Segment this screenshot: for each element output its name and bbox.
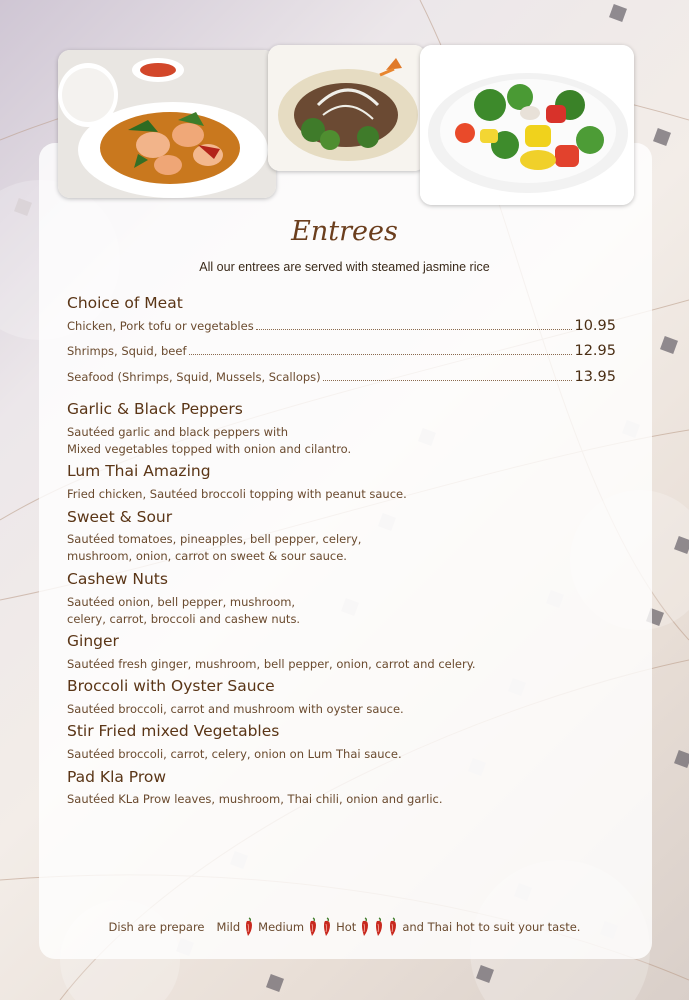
chili-pepper-icon [388, 917, 398, 937]
dish-description [67, 746, 402, 763]
dish-description-line: celery, carrot, broccoli and cashew nuts. [67, 612, 301, 626]
dish-description-line: Sautéed broccoli, carrot and mushroom with oyster sauce. [67, 702, 404, 716]
dish-name: Ginger [67, 632, 119, 650]
menu-subtitle: All our entrees are served with steamed jasmine rice [199, 260, 490, 274]
dish-name: Lum Thai Amazing [67, 462, 211, 480]
chili-pepper-icon [308, 917, 318, 937]
dot-leader [256, 329, 573, 330]
spice-intro: Dish are prepare [108, 920, 205, 934]
dish-description-line: Fried chicken, Sautéed broccoli topping with peanut sauce. [67, 487, 407, 501]
chili-pepper-icon [360, 917, 370, 937]
spice-level-note [0, 917, 689, 937]
chili-pepper-icon [244, 917, 254, 937]
dish-name: Cashew Nuts [67, 570, 168, 588]
price-row-price: 13.95 [574, 369, 616, 385]
dish-description-line: Sautéed broccoli, carrot, celery, onion on Lum Thai sauce. [67, 747, 402, 761]
dish-name: Pad Kla Prow [67, 768, 167, 786]
vegetable-dish-illustration [420, 45, 634, 205]
dish-description [67, 486, 407, 503]
price-row-item: Chicken, Pork tofu or vegetables [67, 319, 254, 333]
chili-pepper-icon [374, 917, 384, 937]
chili-pepper-icon [322, 917, 332, 937]
price-row [67, 318, 616, 334]
dish-description-line: Sautéed KLa Prow leaves, mushroom, Thai chili, onion and garlic. [67, 792, 443, 806]
dish-description-line: Mixed vegetables topped with onion and cilantro. [67, 442, 352, 456]
dish-description-line: mushroom, onion, carrot on sweet & sour sauce. [67, 549, 347, 563]
dish-description [67, 701, 404, 718]
dish-description [67, 424, 351, 458]
dish-description [67, 531, 361, 565]
dish-description-line: Sautéed garlic and black peppers with [67, 425, 288, 439]
dish-description-line: Sautéed fresh ginger, mushroom, bell pepper, onion, carrot and celery. [67, 657, 476, 671]
choice-of-meat-heading: Choice of Meat [67, 294, 183, 312]
dish-description-line: Sautéed onion, bell pepper, mushroom, [67, 595, 296, 609]
dish-name: Sweet & Sour [67, 508, 173, 526]
dish-description-line: Sautéed tomatoes, pineapples, bell pepper, celery, [67, 532, 362, 546]
beef-dish-illustration [268, 45, 426, 171]
shrimp-dish-photo [58, 50, 276, 198]
dish-description [67, 791, 443, 808]
price-row-item: Shrimps, Squid, beef [67, 344, 187, 358]
dish-name: Garlic & Black Peppers [67, 400, 243, 418]
price-row-item: Seafood (Shrimps, Squid, Mussels, Scallops) [67, 370, 321, 384]
dot-leader [189, 354, 573, 355]
price-row [67, 343, 616, 359]
price-row [67, 369, 616, 385]
price-row-price: 12.95 [574, 343, 616, 359]
spice-outro: and Thai hot to suit your taste. [402, 920, 581, 934]
dish-description [67, 594, 300, 628]
dish-description [67, 656, 476, 673]
menu-title: Entrees [291, 216, 398, 247]
shrimp-dish-illustration [58, 50, 276, 198]
spice-medium-label: Medium [258, 920, 305, 934]
spice-hot-label: Hot [336, 920, 357, 934]
dot-leader [323, 380, 573, 381]
spice-mild-label: Mild [216, 920, 241, 934]
vegetable-dish-photo [420, 45, 634, 205]
dish-name: Broccoli with Oyster Sauce [67, 677, 275, 695]
dish-name: Stir Fried mixed Vegetables [67, 722, 280, 740]
beef-dish-photo [268, 45, 426, 171]
price-row-price: 10.95 [574, 318, 616, 334]
